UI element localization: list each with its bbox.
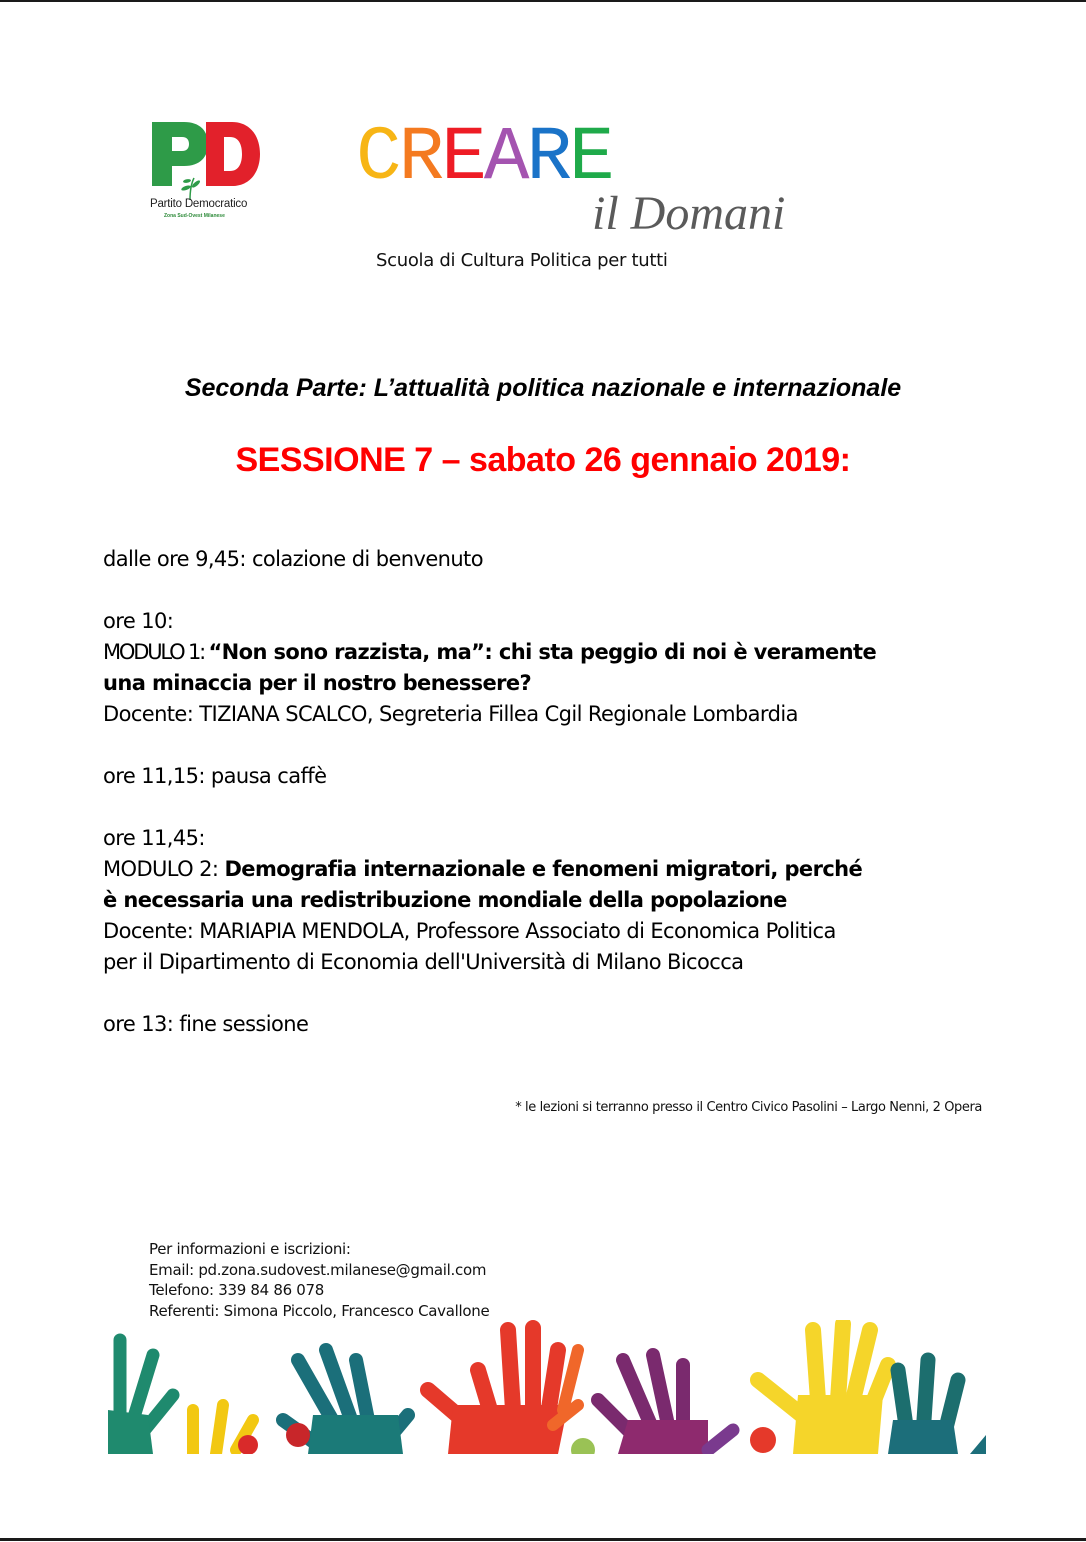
- welcome-item: dalle ore 9,45: colazione di benvenuto: [103, 547, 483, 571]
- session-title: SESSIONE 7 – sabato 26 gennaio 2019:: [235, 441, 851, 479]
- party-zone: Zona Sud-Ovest Milanese: [164, 213, 225, 219]
- contact-phone: Telefono: 339 84 86 078: [149, 1281, 325, 1299]
- module2-title-2: è necessaria una redistribuzione mondiale della popolazione: [103, 888, 787, 912]
- contact-heading: Per informazioni e iscrizioni:: [149, 1240, 351, 1258]
- module1-title-1: “Non sono razzista, ma”: chi sta peggio di noi è veramente: [208, 640, 877, 664]
- contact-email: Email: pd.zona.sudovest.milanese@gmail.com: [149, 1260, 487, 1279]
- module2-time: ore 11,45:: [103, 826, 205, 850]
- venue-footnote: * le lezioni si terranno presso il Centro Civico Pasolini – Largo Nenni, 2 Opera: [515, 1100, 982, 1115]
- raised-hands-illustration: [108, 1320, 986, 1454]
- module2-teacher-line2: per il Dipartimento di Economia dell'Università di Milano Bicocca: [103, 950, 744, 974]
- brand-tagline: Scuola di Cultura Politica per tutti: [376, 250, 668, 271]
- module1-label: MODULO 1:: [103, 640, 209, 664]
- page-top-border: [0, 0, 1086, 2]
- module1-time: ore 10:: [103, 609, 174, 633]
- title-letter: A: [483, 115, 527, 201]
- contact-info: [149, 1239, 489, 1321]
- party-name: Partito Democratico: [150, 198, 248, 210]
- title-letter: R: [526, 115, 570, 201]
- module2-title-1: Demografia internazionale e fenomeni migratori, perché: [224, 857, 863, 881]
- module1-title-2: una minaccia per il nostro benessere?: [103, 671, 532, 695]
- title-letter: C: [356, 115, 399, 201]
- page-bottom-border: [0, 1538, 1086, 1541]
- session-end: ore 13: fine sessione: [103, 1012, 309, 1036]
- module2-title-line1: [103, 854, 1003, 885]
- module2-label: MODULO 2:: [103, 857, 225, 881]
- creare-title: [356, 115, 612, 201]
- contact-referents: Referenti: Simona Piccolo, Francesco Cavallone: [149, 1301, 490, 1320]
- olive-branch-icon: [178, 174, 202, 200]
- session-program: [103, 544, 1003, 1040]
- brand-subtitle: il Domani: [592, 187, 786, 240]
- title-letter: E: [569, 115, 612, 201]
- module2-teacher-line1: Docente: MARIAPIA MENDOLA, Professore Associato di Economica Politica: [103, 919, 836, 943]
- pd-party-logo: [150, 120, 262, 225]
- pd-letters-icon: [150, 120, 262, 188]
- coffee-break: ore 11,15: pausa caffè: [103, 764, 327, 788]
- module1-teacher: Docente: TIZIANA SCALCO, Segreteria Fillea Cgil Regionale Lombardia: [103, 702, 798, 726]
- part-title: Seconda Parte: L’attualità politica nazionale e internazionale: [184, 374, 902, 402]
- module1-title-line2: [103, 668, 1003, 699]
- module1-title-line1: [103, 637, 1003, 668]
- module2-title-line2: [103, 885, 1003, 916]
- title-letter: E: [441, 115, 484, 201]
- hand-icon: [108, 1324, 986, 1454]
- title-letter: R: [398, 115, 442, 201]
